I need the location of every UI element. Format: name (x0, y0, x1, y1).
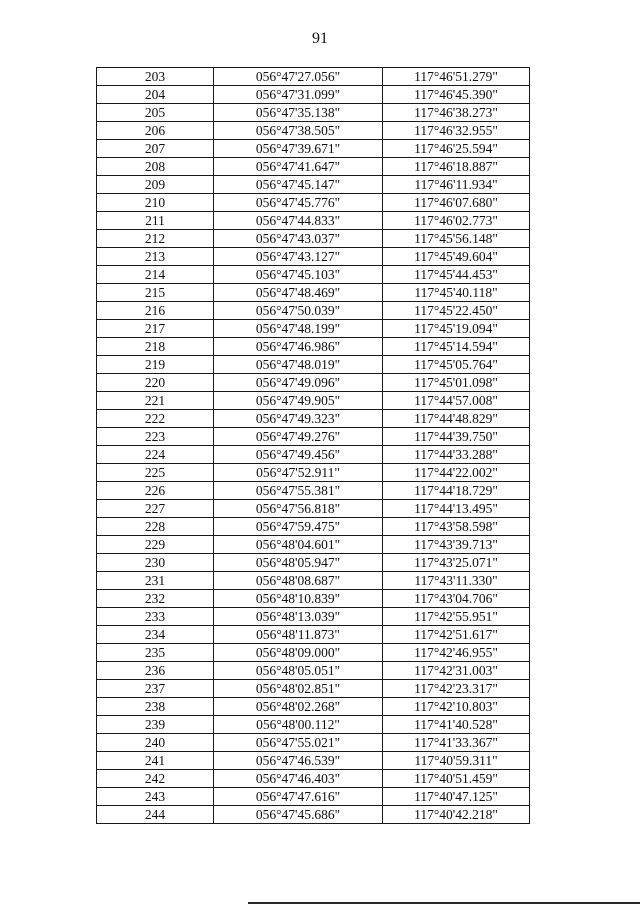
latitude-cell: 056°47'43.037" (214, 230, 383, 248)
longitude-cell: 117°46'51.279" (383, 68, 530, 86)
latitude-cell: 056°47'46.539" (214, 752, 383, 770)
longitude-cell: 117°45'19.094" (383, 320, 530, 338)
longitude-cell: 117°46'32.955" (383, 122, 530, 140)
table-row (97, 410, 530, 428)
point-number-cell: 243 (97, 788, 214, 806)
table-row (97, 806, 530, 824)
longitude-cell: 117°43'25.071" (383, 554, 530, 572)
point-number-cell: 220 (97, 374, 214, 392)
point-number-cell: 230 (97, 554, 214, 572)
table-row (97, 572, 530, 590)
bottom-rule (248, 902, 640, 904)
latitude-cell: 056°47'45.686" (214, 806, 383, 824)
point-number-cell: 206 (97, 122, 214, 140)
table-row (97, 284, 530, 302)
table-row (97, 770, 530, 788)
latitude-cell: 056°47'43.127" (214, 248, 383, 266)
point-number-cell: 233 (97, 608, 214, 626)
longitude-cell: 117°40'51.459" (383, 770, 530, 788)
longitude-cell: 117°43'11.330" (383, 572, 530, 590)
latitude-cell: 056°47'46.403" (214, 770, 383, 788)
latitude-cell: 056°48'05.051" (214, 662, 383, 680)
longitude-cell: 117°40'47.125" (383, 788, 530, 806)
longitude-cell: 117°46'25.594" (383, 140, 530, 158)
point-number-cell: 223 (97, 428, 214, 446)
latitude-cell: 056°48'08.687" (214, 572, 383, 590)
page-number: 91 (312, 30, 328, 47)
point-number-cell: 236 (97, 662, 214, 680)
latitude-cell: 056°47'56.818" (214, 500, 383, 518)
table-row (97, 716, 530, 734)
latitude-cell: 056°47'55.381" (214, 482, 383, 500)
table-row (97, 626, 530, 644)
point-number-cell: 211 (97, 212, 214, 230)
point-number-cell: 224 (97, 446, 214, 464)
longitude-cell: 117°46'07.680" (383, 194, 530, 212)
longitude-cell: 117°46'02.773" (383, 212, 530, 230)
point-number-cell: 219 (97, 356, 214, 374)
longitude-cell: 117°43'39.713" (383, 536, 530, 554)
latitude-cell: 056°47'48.199" (214, 320, 383, 338)
table-row (97, 212, 530, 230)
latitude-cell: 056°47'49.456" (214, 446, 383, 464)
table-row (97, 446, 530, 464)
point-number-cell: 242 (97, 770, 214, 788)
latitude-cell: 056°48'02.851" (214, 680, 383, 698)
point-number-cell: 227 (97, 500, 214, 518)
point-number-cell: 215 (97, 284, 214, 302)
table-row (97, 122, 530, 140)
table-row (97, 464, 530, 482)
point-number-cell: 244 (97, 806, 214, 824)
latitude-cell: 056°47'27.056" (214, 68, 383, 86)
latitude-cell: 056°47'48.469" (214, 284, 383, 302)
point-number-cell: 231 (97, 572, 214, 590)
latitude-cell: 056°47'45.776" (214, 194, 383, 212)
latitude-cell: 056°48'00.112" (214, 716, 383, 734)
latitude-cell: 056°47'35.138" (214, 104, 383, 122)
longitude-cell: 117°44'48.829" (383, 410, 530, 428)
latitude-cell: 056°47'39.671" (214, 140, 383, 158)
longitude-cell: 117°44'33.288" (383, 446, 530, 464)
latitude-cell: 056°47'50.039" (214, 302, 383, 320)
point-number-cell: 204 (97, 86, 214, 104)
table-row (97, 554, 530, 572)
table-row (97, 86, 530, 104)
point-number-cell: 216 (97, 302, 214, 320)
latitude-cell: 056°47'49.276" (214, 428, 383, 446)
longitude-cell: 117°40'59.311" (383, 752, 530, 770)
longitude-cell: 117°42'55.951" (383, 608, 530, 626)
point-number-cell: 205 (97, 104, 214, 122)
latitude-cell: 056°48'02.268" (214, 698, 383, 716)
longitude-cell: 117°45'40.118" (383, 284, 530, 302)
latitude-cell: 056°48'11.873" (214, 626, 383, 644)
table-row (97, 662, 530, 680)
point-number-cell: 212 (97, 230, 214, 248)
table-row (97, 356, 530, 374)
point-number-cell: 213 (97, 248, 214, 266)
table-row (97, 518, 530, 536)
point-number-cell: 229 (97, 536, 214, 554)
point-number-cell: 239 (97, 716, 214, 734)
longitude-cell: 117°45'01.098" (383, 374, 530, 392)
longitude-cell: 117°43'04.706" (383, 590, 530, 608)
latitude-cell: 056°48'13.039" (214, 608, 383, 626)
table-row (97, 374, 530, 392)
table-row (97, 788, 530, 806)
latitude-cell: 056°47'41.647" (214, 158, 383, 176)
latitude-cell: 056°47'55.021" (214, 734, 383, 752)
latitude-cell: 056°48'04.601" (214, 536, 383, 554)
latitude-cell: 056°47'49.096" (214, 374, 383, 392)
longitude-cell: 117°43'58.598" (383, 518, 530, 536)
table-row (97, 104, 530, 122)
longitude-cell: 117°45'05.764" (383, 356, 530, 374)
latitude-cell: 056°47'49.905" (214, 392, 383, 410)
point-number-cell: 240 (97, 734, 214, 752)
point-number-cell: 238 (97, 698, 214, 716)
table-row (97, 680, 530, 698)
table-row (97, 608, 530, 626)
table-row (97, 536, 530, 554)
latitude-cell: 056°47'38.505" (214, 122, 383, 140)
latitude-cell: 056°47'59.475" (214, 518, 383, 536)
latitude-cell: 056°47'49.323" (214, 410, 383, 428)
longitude-cell: 117°44'18.729" (383, 482, 530, 500)
table-row (97, 176, 530, 194)
longitude-cell: 117°46'11.934" (383, 176, 530, 194)
coordinates-table-body (97, 68, 530, 824)
longitude-cell: 117°45'44.453" (383, 266, 530, 284)
longitude-cell: 117°42'31.003" (383, 662, 530, 680)
point-number-cell: 237 (97, 680, 214, 698)
point-number-cell: 228 (97, 518, 214, 536)
table-row (97, 320, 530, 338)
longitude-cell: 117°42'51.617" (383, 626, 530, 644)
longitude-cell: 117°40'42.218" (383, 806, 530, 824)
point-number-cell: 214 (97, 266, 214, 284)
longitude-cell: 117°46'45.390" (383, 86, 530, 104)
table-row (97, 698, 530, 716)
latitude-cell: 056°47'45.103" (214, 266, 383, 284)
point-number-cell: 209 (97, 176, 214, 194)
longitude-cell: 117°44'22.002" (383, 464, 530, 482)
table-row (97, 482, 530, 500)
point-number-cell: 217 (97, 320, 214, 338)
latitude-cell: 056°47'48.019" (214, 356, 383, 374)
table-row (97, 140, 530, 158)
longitude-cell: 117°41'33.367" (383, 734, 530, 752)
point-number-cell: 210 (97, 194, 214, 212)
latitude-cell: 056°47'31.099" (214, 86, 383, 104)
latitude-cell: 056°47'46.986" (214, 338, 383, 356)
longitude-cell: 117°44'13.495" (383, 500, 530, 518)
coordinates-table (96, 67, 530, 824)
table-row (97, 500, 530, 518)
longitude-cell: 117°42'46.955" (383, 644, 530, 662)
longitude-cell: 117°44'57.008" (383, 392, 530, 410)
point-number-cell: 226 (97, 482, 214, 500)
table-row (97, 392, 530, 410)
table-row (97, 230, 530, 248)
point-number-cell: 222 (97, 410, 214, 428)
longitude-cell: 117°45'56.148" (383, 230, 530, 248)
table-row (97, 248, 530, 266)
point-number-cell: 203 (97, 68, 214, 86)
table-row (97, 338, 530, 356)
point-number-cell: 225 (97, 464, 214, 482)
point-number-cell: 218 (97, 338, 214, 356)
table-row (97, 644, 530, 662)
latitude-cell: 056°47'45.147" (214, 176, 383, 194)
latitude-cell: 056°47'44.833" (214, 212, 383, 230)
longitude-cell: 117°46'18.887" (383, 158, 530, 176)
point-number-cell: 241 (97, 752, 214, 770)
latitude-cell: 056°48'09.000" (214, 644, 383, 662)
latitude-cell: 056°47'52.911" (214, 464, 383, 482)
longitude-cell: 117°45'14.594" (383, 338, 530, 356)
table-row (97, 302, 530, 320)
point-number-cell: 208 (97, 158, 214, 176)
table-row (97, 158, 530, 176)
longitude-cell: 117°44'39.750" (383, 428, 530, 446)
table-row (97, 752, 530, 770)
table-row (97, 266, 530, 284)
point-number-cell: 232 (97, 590, 214, 608)
table-row (97, 68, 530, 86)
table-row (97, 428, 530, 446)
point-number-cell: 235 (97, 644, 214, 662)
table-row (97, 590, 530, 608)
longitude-cell: 117°45'22.450" (383, 302, 530, 320)
longitude-cell: 117°41'40.528" (383, 716, 530, 734)
longitude-cell: 117°42'23.317" (383, 680, 530, 698)
longitude-cell: 117°42'10.803" (383, 698, 530, 716)
point-number-cell: 234 (97, 626, 214, 644)
longitude-cell: 117°46'38.273" (383, 104, 530, 122)
latitude-cell: 056°48'05.947" (214, 554, 383, 572)
latitude-cell: 056°47'47.616" (214, 788, 383, 806)
longitude-cell: 117°45'49.604" (383, 248, 530, 266)
table-row (97, 734, 530, 752)
point-number-cell: 221 (97, 392, 214, 410)
table-row (97, 194, 530, 212)
latitude-cell: 056°48'10.839" (214, 590, 383, 608)
point-number-cell: 207 (97, 140, 214, 158)
